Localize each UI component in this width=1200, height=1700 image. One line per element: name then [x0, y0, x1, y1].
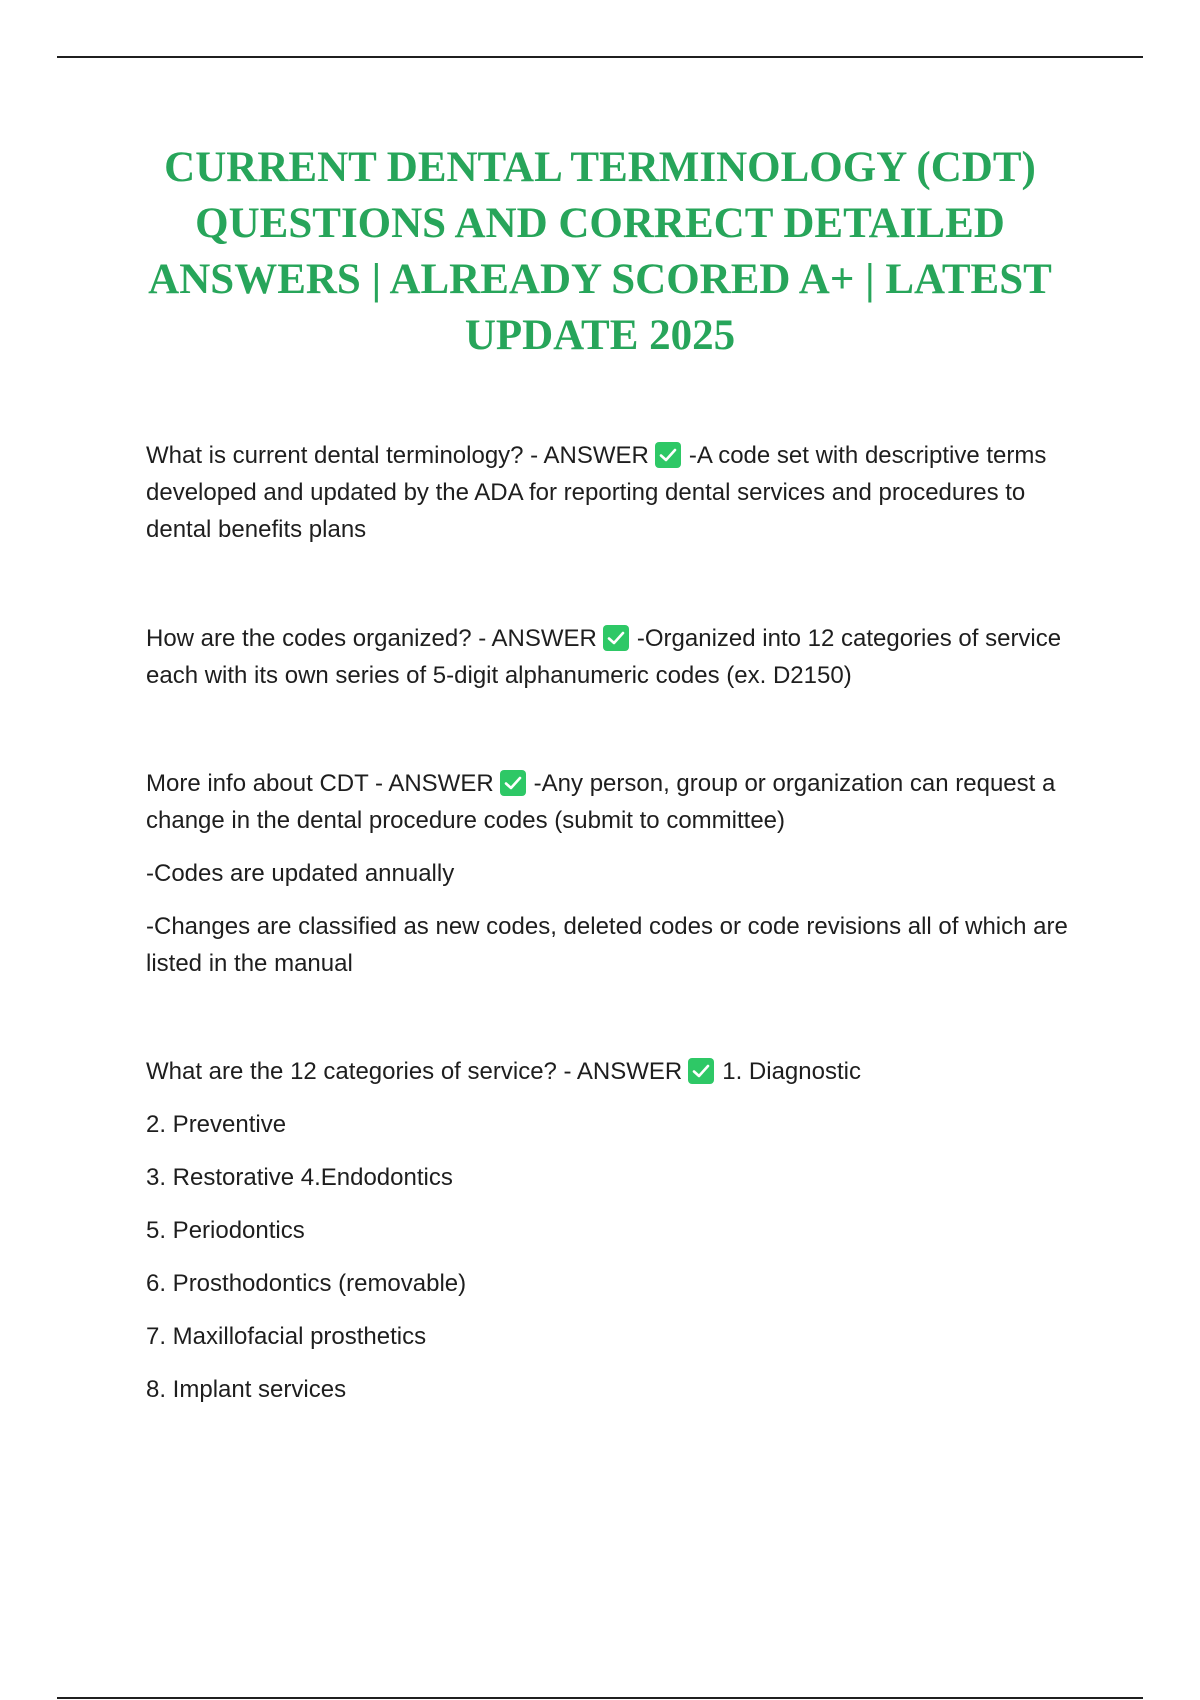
question-text: More info about CDT - ANSWER — [146, 770, 494, 797]
category-item: 8. Implant services — [146, 1376, 347, 1403]
answer-extra-line: -Codes are updated annually — [146, 860, 455, 887]
category-item: 6. Prosthodontics (removable) — [146, 1270, 467, 1297]
qa-first-line — [146, 620, 1086, 694]
title-line: UPDATE 2025 — [464, 312, 736, 359]
category-item: 7. Maxillofacial prosthetics — [146, 1323, 427, 1350]
check-mark-icon — [500, 770, 526, 796]
check-mark-icon — [655, 442, 681, 468]
qa-first-line — [146, 765, 1086, 839]
answer-text: -Organized into 12 categories of service each with its own series of 5-digit alphanumeric codes (ex. D2150) — [146, 625, 1062, 689]
qa-list — [146, 437, 1086, 1408]
answer-extra-line: -Changes are classified as new codes, deleted codes or code revisions all of which are listed in the manual — [146, 913, 1068, 977]
top-divider — [57, 56, 1143, 58]
title-line: CURRENT DENTAL TERMINOLOGY (CDT) — [164, 144, 1036, 191]
category-item: 5. Periodontics — [146, 1217, 305, 1244]
answer-text: 1. Diagnostic — [722, 1058, 861, 1085]
document-title — [120, 140, 1080, 364]
question-text: How are the codes organized? - ANSWER — [146, 625, 597, 652]
title-line: QUESTIONS AND CORRECT DETAILED — [195, 200, 1005, 247]
question-text: What is current dental terminology? - ANSWER — [146, 442, 649, 469]
category-item: 2. Preventive — [146, 1111, 287, 1138]
qa-first-line — [146, 1053, 1086, 1090]
qa-item — [146, 620, 1086, 694]
bottom-divider — [57, 1697, 1143, 1699]
title-line: ANSWERS | ALREADY SCORED A+ | LATEST — [148, 256, 1052, 303]
answer-text: -Any person, group or organization can request a change in the dental procedure codes (submit to committee) — [146, 770, 1056, 834]
qa-first-line — [146, 437, 1086, 548]
check-mark-icon — [688, 1058, 714, 1084]
qa-item — [146, 765, 1086, 982]
qa-item — [146, 1053, 1086, 1408]
check-mark-icon — [603, 625, 629, 651]
answer-text: -A code set with descriptive terms developed and updated by the ADA for reporting dental services and procedures to dental benefits plans — [146, 442, 1047, 543]
category-item: 3. Restorative 4.Endodontics — [146, 1164, 453, 1191]
qa-item — [146, 437, 1086, 548]
question-text: What are the 12 categories of service? - ANSWER — [146, 1058, 683, 1085]
